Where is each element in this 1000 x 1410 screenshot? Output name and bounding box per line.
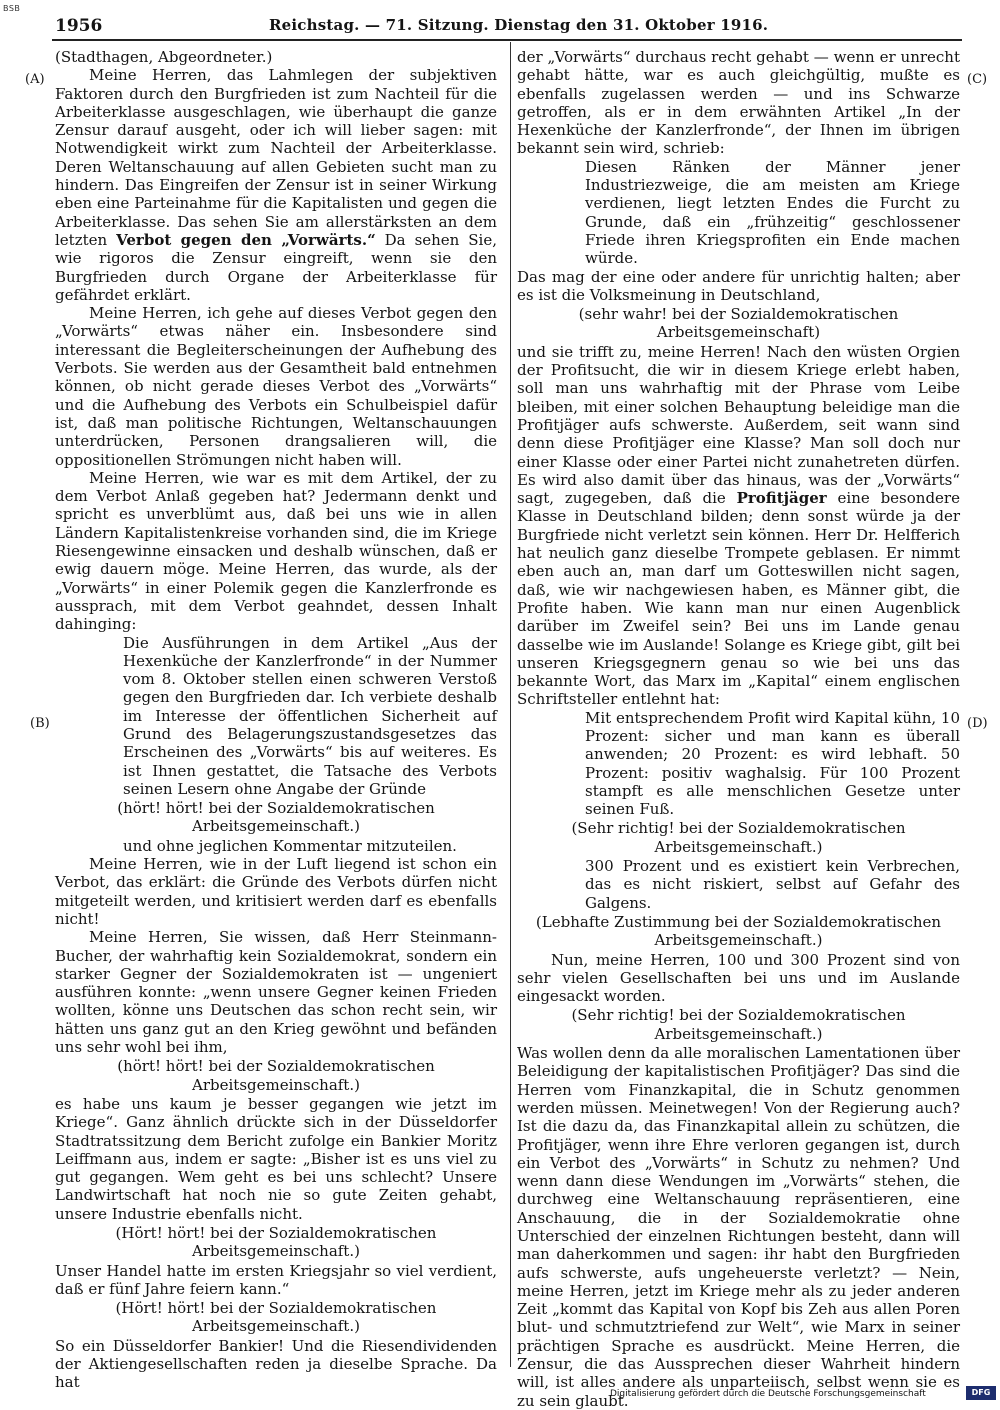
interjection: (Hört! hört! bei der Sozialdemokratischen Arbeitsgemeinschaft.) — [115, 1299, 437, 1336]
interjection: (sehr wahr! bei der Sozialdemokratischen Arbeitsgemeinschaft) — [578, 305, 899, 342]
interjection: (Hört! hört! bei der Sozialdemokratischen Arbeitsgemeinschaft.) — [115, 1224, 437, 1261]
paragraph: Meine Herren, wie war es mit dem Artikel, der zu dem Verbot Anlaß gegeben hat? Jedermann denkt und spricht es unverblümt aus, daß bei uns wie in allen Ländern Kapitalistenkreise vorhanden sind, die im Kriege Riesengewinne einsacken und deshalb wünschen, daß er ewig dauern möge. Meine Herren, das wurde, als der „Vorwärts“ in einer Polemik gegen die Kanzlerfronde es aussprach, mit dem Verbot geahndet, dessen Inhalt dahinging: — [55, 468, 497, 634]
quote-text: 300 Prozent und es existiert kein Verbrechen, das es nicht riskiert, selbst auf Gefahr des Galgens. — [585, 857, 960, 912]
quote-text: und ohne jeglichen Kommentar mitzuteilen. — [123, 836, 457, 855]
paragraph: und sie trifft zu, meine Herren! Nach den wüsten Orgien der Profitsucht, die wir in diesem Kriege erlebt haben, soll man uns wahrhaftig mit der Phrase vom Leibe bleiben, mit einer solchen Behauptung beleidige man die Profitjäger aufs schwerste. Außerdem, seit wann sind denn diese Profitjäger eine Klasse? Man soll doch nur einer Klasse oder einer Partei nicht zunahetreten dürfen. Es wird also damit über das hinaus, was der „Vorwärts“ sagt, zugegeben, daß die Profitjäger eine besondere Klasse in Deutschland bilden; denn sonst würde ja der Burgfriede nicht verletzt sein können. Herr Dr. Helfferich hat neulich ganz dieselbe Trompete geblasen. Er nimmt eben auch an, man darf um Gotteswillen nicht sagen, daß, wie wir nachgewiesen haben, es Männer gibt, die Profite haben. Wie kann man nur einen Augenblick darüber im Zweifel sein? Bei uns im Lande genau dasselbe wie im Auslande! Solange es Kriege gibt, gilt bei unseren Kriegsgegnern genau so wie bei uns das bekannte Wort, das Marx im „Kapital“ einem englischen Schriftsteller entlehnt hat: — [517, 342, 960, 709]
digitization-credit: Digitalisierung gefördert durch die Deutsche Forschungsgemeinschaft — [610, 1389, 926, 1399]
header-rule — [52, 39, 962, 41]
interjection: (hört! hört! bei der Sozialdemokratischen Arbeitsgemeinschaft.) — [117, 799, 435, 836]
left-column — [55, 48, 497, 1392]
paragraph: Meine Herren, wie in der Luft liegend ist schon ein Verbot, das erklärt: die Gründe des Verbots dürfen nicht mitgeteilt werden, und kritisiert werden darf es ebenfalls nicht! — [55, 855, 497, 928]
page-header — [55, 10, 960, 36]
quotation — [585, 709, 960, 819]
quote-text: Diesen Ränken der Männer jener Industriezweige, die am meisten am Kriege verdienen, liegt letzten Endes die Furcht zu Grunde, daß ein „frühzeitig“ geschlossener Friede ihren Kriegsprofiten ein Ende machen würde. — [585, 157, 960, 268]
interjection: (hört! hört! bei der Sozialdemokratischen Arbeitsgemeinschaft.) — [117, 1057, 435, 1094]
interjection: (Sehr richtig! bei der Sozialdemokratischen Arbeitsgemeinschaft.) — [571, 819, 906, 856]
paragraph: Nun, meine Herren, 100 und 300 Prozent sind von sehr vielen Gesellschaften bei uns und im Auslande eingesackt worden. — [517, 950, 960, 1006]
margin-marker-d: (D) — [967, 716, 988, 731]
paragraph: Unser Handel hatte im ersten Kriegsjahr so viel verdient, daß er fünf Jahre feiern kann.“ — [55, 1261, 497, 1298]
interjection: (Lebhafte Zustimmung bei der Sozialdemokratischen Arbeitsgemeinschaft.) — [535, 912, 942, 950]
margin-marker-a: (A) — [25, 72, 45, 87]
dfg-logo: DFG — [966, 1386, 996, 1400]
library-mark: BSB — [3, 4, 21, 13]
quotation — [123, 634, 497, 799]
quotation — [585, 857, 960, 912]
quote-text: Die Ausführungen in dem Artikel „Aus der Hexenküche der Kanzlerfronde“ in der Nummer vom 8. Oktober stellen einen schweren Verstoß gegen den Burgfrieden dar. Ich verbiete deshalb im Interesse der öffentlichen Sicherheit auf Grund des Belagerungszustandsgesetzes das Erscheinen des „Vorwärts“ bis auf weiteres. Es ist Ihnen gestattet, die Tatsache des Verbots seinen Lesern ohne Angabe der Gründe — [123, 633, 497, 798]
quote-text: Mit entsprechendem Profit wird Kapital kühn, 10 Prozent: sicher und man kann es überall anwenden; 20 Prozent: es wird lebhaft. 50 Prozent: positiv waghalsig. Für 100 Prozent stampft es alle menschlichen Gesetze unter seinen Fuß. — [585, 708, 960, 819]
bold-phrase: Verbot gegen den „Vorwärts.“ — [116, 230, 376, 249]
margin-marker-c: (C) — [967, 72, 988, 87]
paragraph: Das mag der eine oder andere für unrichtig halten; aber es ist die Volksmeinung in Deutschland, — [517, 267, 960, 304]
interjection: (Sehr richtig! bei der Sozialdemokratischen Arbeitsgemeinschaft.) — [571, 1006, 906, 1043]
paragraph: der „Vorwärts“ durchaus recht gehabt — wenn er unrecht gehabt hätte, war es auch gleichgültig, mußte es ebenfalls zugelassen werden — und ins Schwarze getroffen, als er in dem erwähnten Artikel „In der Hexenküche der Kanzlerfronde“, der Ihnen im übrigen bekannt sein wird, schrieb: — [517, 48, 960, 158]
quotation — [585, 158, 960, 268]
paragraph: Was wollen denn da alle moralischen Lamentationen über Beleidigung der kapitalistischen Profitjäger? Das sind die Herren vom Finanzkapital, die in Schutz genommen werden müssen. Meinetwegen! Von der Regierung auch? Ist die dazu da, das Finanzkapital allein zu schützen, die Profitjäger, wenn ihre Ehre verloren gegangen ist, durch ein Verbot des „Vorwärts“ in Schutz zu nehmen? Und wenn dann diese Wendungen im „Vorwärts“ stehen, die durchweg eine Weltanschauung repräsentieren, eine Anschauung, die in der Sozialdemokratie ohne Unterschied der einzelnen Richtungen besteht, dann will man daherkommen und sagen: ihr habt den Burgfrieden aufs schwerste, aufs ungeheuerste verletzt? — Nein, meine Herren, jetzt im Kriege mehr als zu jeder anderen Zeit „kommt das Kapital von Kopf bis Zeh aus allen Poren blut- und schmutztriefend zur Welt“, wie Marx in seiner prächtigen Sprache es ausdrückt. Meine Herren, die Zensur, die das Aussprechen dieser Wahrheit hindern will, ist alles andere als unparteiisch, selbst wenn sie es zu sein glaubt. — [517, 1044, 960, 1410]
paragraph: So ein Düsseldorfer Bankier! Und die Riesendividenden der Aktiengesellschaften reden ja dieselbe Sprache. Da hat — [55, 1336, 497, 1392]
bold-phrase: Profitjäger — [736, 489, 827, 508]
running-title: Reichstag. — 71. Sitzung. Dienstag den 31. Oktober 1916. — [269, 16, 769, 34]
margin-marker-b: (B) — [30, 716, 50, 731]
page-number: 1956 — [55, 16, 103, 36]
paragraph: Meine Herren, ich gehe auf dieses Verbot gegen den „Vorwärts“ etwas näher ein. Insbesondere sind interessant die Begleiterscheinungen der Aufhebung des Verbots. Sie werden aus der Gesamtheit bald entnehmen können, ob nicht gerade dieses Verbot des „Vorwärts“ und die Aufhebung des Verbots ein Schulbeispiel dafür ist, daß man politische Richtungen, Weltanschauungen unterdrücken, Personen drangsalieren will, die oppositionellen Strömungen nicht haben will. — [55, 304, 497, 469]
quotation — [123, 837, 497, 855]
paragraph: Meine Herren, das Lahmlegen der subjektiven Faktoren durch den Burgfrieden ist zum Nachteil für die Arbeiterklasse ausgeschlagen, wie überhaupt die ganze Zensur darauf ausgeht, oder ich will lieber sagen: mit Notwendigkeit wirkt zum Nachteil der Arbeiterklasse. Deren Weltanschauung auf allen Gebieten sucht man zu hindern. Das Eingreifen der Zensur ist in seiner Wirkung eben eine Parteinahme für die Kapitalisten und gegen die Arbeiterklasse. Das sehen Sie am allerstärksten an dem letzten Verbot gegen den „Vorwärts.“ Da sehen Sie, wie rigoros die Zensur eingreift, wenn sie den Burgfrieden durch Organe der Arbeiterklasse für gefährdet erklärt. — [55, 66, 497, 304]
column-divider — [510, 42, 511, 1367]
right-column — [517, 48, 960, 1410]
paragraph: Meine Herren, Sie wissen, daß Herr Steinmann-Bucher, der wahrhaftig kein Sozialdemokrat, sondern ein starker Gegner der Sozialdemokraten ist — ungeniert ausführen konnte: „wenn unsere Gegner keinen Frieden wollten, könne uns Deutschen das schon recht sein, wir hätten uns ganz gut an den Krieg gewöhnt und befänden uns sehr wohl bei ihm, — [55, 928, 497, 1057]
speaker-line: (Stadthagen, Abgeordneter.) — [55, 48, 273, 66]
paragraph: es habe uns kaum je besser gegangen wie jetzt im Kriege“. Ganz ähnlich drückte sich in der Düsseldorfer Stadtratssitzung dem Bericht zufolge ein Bankier Moritz Leiffmann aus, indem er sagte: „Bisher ist es uns viel zu gut gegangen. Wem geht es bei uns schlecht? Unsere Landwirtschaft hat noch nie so gute Zeiten gehabt, unsere Industrie ebenfalls nicht. — [55, 1094, 497, 1223]
